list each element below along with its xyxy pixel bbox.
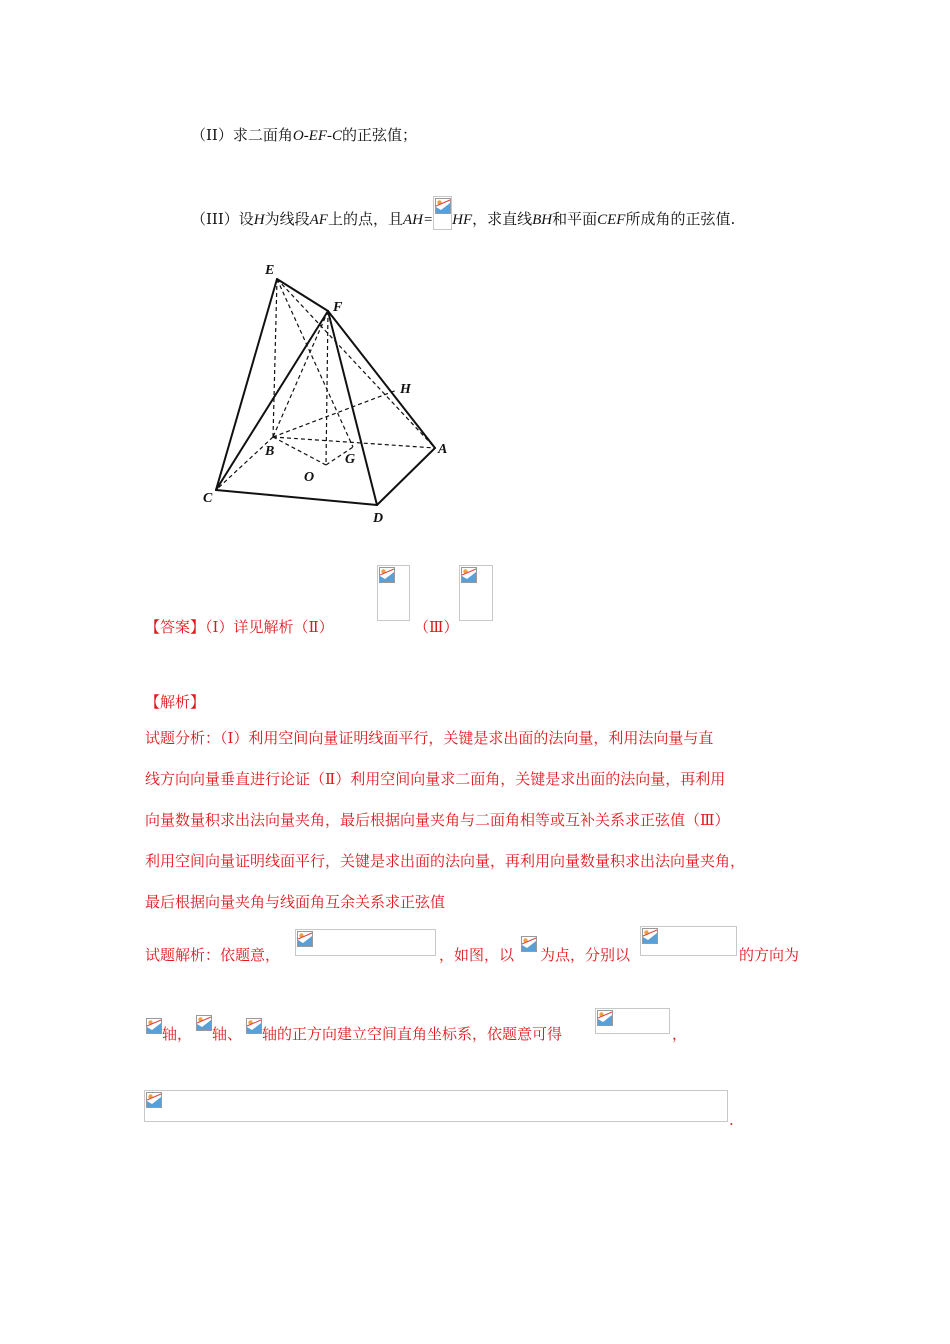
answer-part1: （Ⅰ）详见解析（Ⅱ） (205, 618, 334, 636)
broken-image-icon (597, 1010, 613, 1026)
broken-image-sol2 (520, 935, 540, 956)
part3-h: H (253, 212, 265, 228)
label-D: D (373, 511, 384, 526)
label-A: A (438, 442, 448, 457)
solution-prefix: 试题解析：依题意， (145, 946, 281, 964)
part2-prefix: （II）求二面角 (191, 126, 293, 144)
broken-image-icon (246, 1018, 262, 1034)
geometry-figure (195, 255, 465, 530)
label-C: C (203, 491, 213, 506)
solution-axis2: 轴、 (212, 1025, 243, 1043)
part3-ah: AH= (402, 212, 434, 228)
broken-image-answer3 (459, 565, 493, 621)
label-O: O (304, 470, 315, 485)
analysis-line-3: 向量数量积求出法向量夹角，最后根据向量夹角与二面角相等或互补关系求正弦值（Ⅲ） (145, 811, 730, 829)
solution-axis3: 轴的正方向建立空间直角坐标系，依题意可得 (262, 1025, 563, 1043)
label-H: H (400, 382, 411, 397)
part3-bh: BH (532, 212, 553, 228)
label-G: G (345, 452, 356, 467)
analysis-line-4: 利用空间向量证明线面平行，关键是求出面的法向量，再利用向量数量积求出法向量夹角， (145, 852, 746, 870)
part2-suffix: 的正弦值； (342, 126, 418, 144)
part3-cef: CEF (597, 212, 626, 228)
analysis-line-1: 试题分析：（Ⅰ）利用空间向量证明线面平行，关键是求出面的法向量，利用法向量与直 (145, 729, 714, 747)
broken-image-sol3 (640, 926, 737, 956)
solution-comma: ， (672, 1025, 688, 1043)
label-E: E (265, 263, 275, 278)
broken-image-answer2 (377, 565, 410, 621)
answer-part3: （Ⅲ） (414, 618, 459, 636)
broken-image-icon (196, 1015, 212, 1031)
broken-image-icon (379, 567, 395, 583)
answer-line (145, 617, 334, 637)
solution-mid2: 为点，分别以 (540, 946, 631, 964)
broken-image-icon (521, 936, 537, 952)
part3-mid4: 和平面 (552, 210, 598, 228)
broken-image-icon (146, 1018, 162, 1034)
part3-mid2: 上的点，且 (327, 210, 403, 228)
solution-period: . (729, 1111, 734, 1129)
answer-tag: 【答案】 (145, 618, 206, 636)
broken-image-icon (146, 1092, 162, 1108)
part3-prefix: （III）设 (191, 210, 254, 228)
broken-image-fraction (433, 196, 452, 230)
broken-image-sol5 (144, 1090, 728, 1122)
part3-suffix: 所成角的正弦值. (625, 210, 736, 228)
part3-line (191, 196, 735, 230)
broken-image-x (145, 1017, 162, 1036)
solution-mid3: 的方向为 (739, 946, 800, 964)
label-F: F (333, 300, 343, 315)
broken-image-icon (642, 928, 658, 944)
analysis-line-2: 线方向向量垂直进行论证（Ⅱ）利用空间向量求二面角，关键是求出面的法向量，再利用 (145, 770, 726, 788)
part3-mid3: ，求直线 (472, 210, 533, 228)
analysis-tag: 【解析】 (145, 693, 206, 711)
broken-image-icon (461, 567, 477, 583)
broken-image-sol1 (295, 929, 436, 956)
solution-axis1: 轴， (162, 1025, 193, 1043)
part2-angle: O-EF-C (292, 128, 343, 144)
part3-hf: HF (452, 212, 473, 228)
part2-line (191, 125, 417, 146)
part3-af: AF (309, 212, 328, 228)
label-B: B (265, 444, 275, 459)
broken-image-icon (435, 198, 451, 214)
broken-image-y (195, 1014, 212, 1036)
broken-image-icon (297, 931, 313, 947)
broken-image-z (245, 1017, 262, 1036)
solution-mid1: ，如图，以 (439, 946, 515, 964)
broken-image-sol4 (595, 1008, 670, 1034)
part3-mid1: 为线段 (264, 210, 310, 228)
analysis-line-5: 最后根据向量夹角与线面角互余关系求正弦值 (145, 893, 446, 911)
